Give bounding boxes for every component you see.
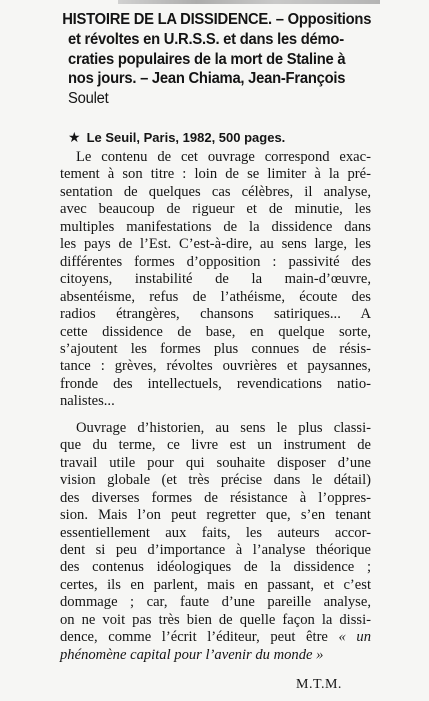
body-line: que du terme, ce livre est un instrument de (60, 437, 371, 454)
body-line: vision globale (et très précise dans le détail) (60, 472, 371, 489)
body-line: cette dissidence de base, en quelque sorte, (60, 323, 371, 340)
body-line: sentation de quelques cas célèbres, il analyse, (60, 183, 371, 200)
body-line: nalistes... (60, 393, 115, 410)
body-line-with-quote (60, 629, 371, 646)
body-line: certes, ils en parlent, mais en passant, et c’est (60, 576, 371, 593)
paragraph-2 (60, 420, 371, 664)
body-line: citoyens, instabilité de la main-d’œuvre, (60, 271, 371, 288)
body-line: on ne voit pas très bien de quelle façon la dissi- (60, 611, 371, 628)
body-line: les pays de l’Est. C’est-à-dire, au sens large, les (60, 236, 371, 253)
body-line: essentiellement aux faits, les auteurs accor- (60, 524, 371, 541)
body-line: des contenus idéologiques de la dissidence ; (60, 559, 371, 576)
body-line: dent si peu d’importance à l’analyse théorique (60, 541, 371, 558)
header-line-4 (68, 69, 356, 89)
body-line: s’ajoutent les formes plus connues de résis- (60, 340, 371, 357)
paragraph-1 (60, 149, 371, 411)
header-line-5: Soulet (68, 90, 109, 108)
body-line: travail utile pour qui souhaite disposer d’une (60, 454, 371, 471)
body-line: Ouvrage d’historien, au sens le plus classi- (76, 419, 371, 436)
header-line-3: craties populaires de la mort de Staline à (68, 50, 346, 68)
body-line: dommage ; car, faute d’une pareille analyse, (60, 594, 371, 611)
body-line: fronde des intellectuels, revendications natio- (60, 375, 371, 392)
book-header (62, 10, 372, 109)
body-line: multiples manifestations de la dissidence dans (60, 218, 371, 235)
top-border-line (118, 0, 380, 4)
body-line: différentes formes d’opposition : passivité des (60, 253, 371, 270)
review-body (60, 149, 371, 664)
publisher-line (68, 129, 285, 146)
body-line-text: dence, comme l’écrit l’éditeur, peut être (60, 629, 328, 646)
body-line: avec beaucoup de rigueur et de minutie, les (60, 201, 371, 218)
publisher-info: Le Seuil, Paris, 1982, 500 pages. (86, 130, 286, 145)
header-line-2: et révoltes en U.R.S.S. et dans les démo- (68, 30, 344, 48)
header-line-1-rest: – Oppositions (271, 11, 372, 28)
paragraph-gap (60, 411, 371, 420)
body-line: Le contenu de cet ouvrage correspond exac- (76, 149, 371, 165)
header-line-4-text: nos jours. – Jean Chiama, Jean-François (68, 70, 346, 88)
quote-line (60, 647, 371, 664)
body-line: des diverses formes de résistance à l’oppres- (60, 489, 371, 506)
body-line: tance : grèves, révoltes ouvrières et paysannes, (60, 358, 371, 375)
book-title: HISTOIRE DE LA DISSIDENCE. (62, 11, 272, 28)
quote-text: phénomène capital pour l’avenir du monde » (60, 646, 324, 663)
header-line-1 (62, 10, 372, 30)
body-line: sion. Mais l’on peut regretter que, s’en tenant (60, 507, 371, 524)
star-icon: ★ (68, 129, 81, 145)
quote-open: « un (338, 629, 371, 646)
body-line: radios étrangères, chansons satiriques... A (60, 306, 371, 323)
body-line: tement à son titre : loin de se limiter à la pré- (60, 166, 371, 183)
author-signature: M.T.M. (296, 677, 342, 692)
body-line: absentéisme, refus de l’athéisme, écoute des (60, 288, 371, 305)
